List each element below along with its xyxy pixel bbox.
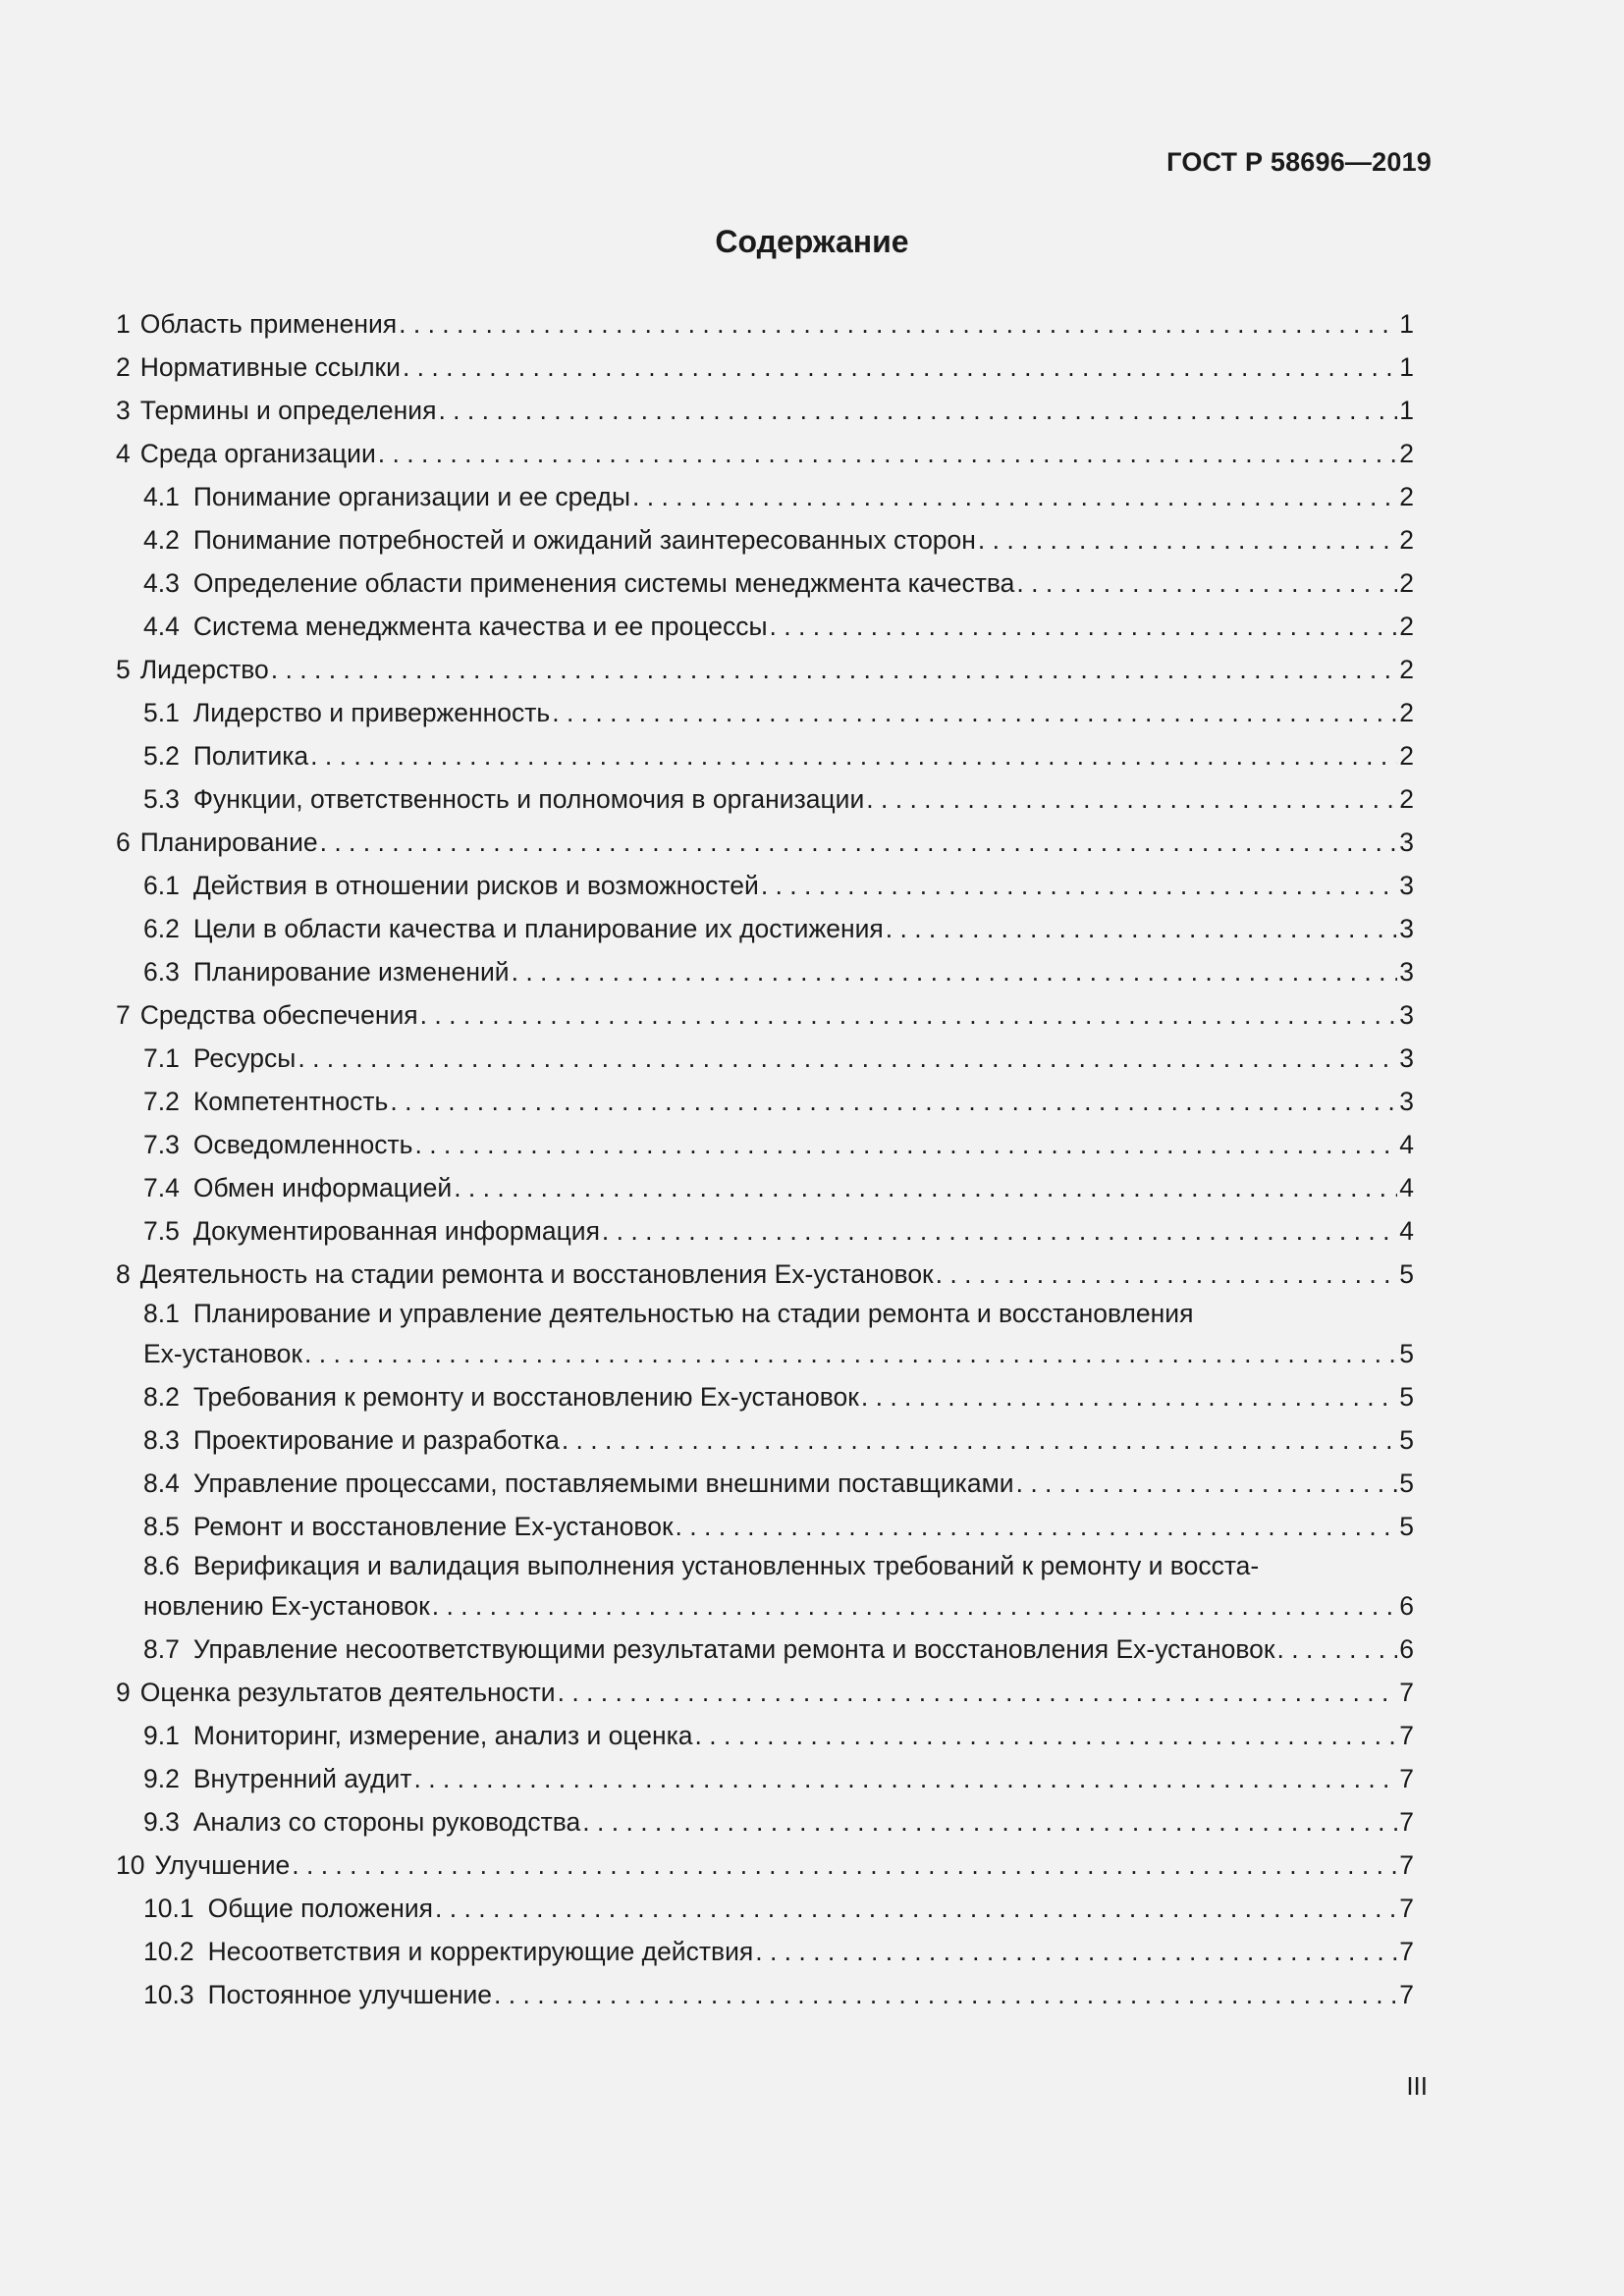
toc-entry-title-continued: новлению Ex-установок — [143, 1591, 430, 1621]
toc-entry-title: Оценка результатов деятельности — [139, 1678, 556, 1707]
toc-entry-number: 4.4 — [143, 612, 180, 641]
toc-entry — [116, 1887, 1414, 1930]
toc-entry-page: 5 — [1399, 1512, 1414, 1541]
dot-leader — [761, 864, 1397, 907]
toc-entry-page: 4 — [1399, 1216, 1414, 1246]
toc-entry-page: 7 — [1399, 1678, 1414, 1707]
toc-entry-number: 4 — [116, 439, 131, 468]
dot-leader — [866, 777, 1397, 821]
toc-entry — [116, 1843, 1414, 1887]
toc-entry — [116, 1080, 1414, 1123]
toc-entry-number: 9.2 — [143, 1764, 180, 1793]
toc-entry-page: 6 — [1399, 1591, 1414, 1621]
dot-leader — [390, 1080, 1397, 1123]
toc-entry — [116, 1671, 1414, 1714]
toc-entry-number: 4.3 — [143, 568, 180, 598]
toc-entry-title: Среда организации — [139, 439, 376, 468]
toc-entry — [116, 1037, 1414, 1080]
toc-entry-number: 7.3 — [143, 1130, 180, 1159]
toc-entry-number: 8.7 — [143, 1634, 180, 1664]
toc-entry — [116, 605, 1414, 648]
toc-entry — [116, 907, 1414, 950]
dot-leader — [770, 605, 1398, 648]
dot-leader — [1016, 1462, 1398, 1505]
toc-entry-title: Термины и определения — [139, 396, 437, 425]
toc-entry — [116, 1930, 1414, 1973]
toc-entry-title: Планирование и управление деятельностью на стадии ремонта и восстановления — [192, 1299, 1194, 1328]
dot-leader — [414, 1123, 1397, 1166]
toc-entry-page: 2 — [1399, 612, 1414, 641]
toc-entry — [116, 1548, 1414, 1628]
toc-entry-number: 8.5 — [143, 1512, 180, 1541]
toc-entry — [116, 1253, 1414, 1296]
page-title: Содержание — [715, 224, 909, 259]
dot-leader — [271, 648, 1397, 691]
toc-entry-number: 4.1 — [143, 482, 180, 511]
dot-leader — [378, 432, 1397, 475]
dot-leader — [494, 1973, 1397, 2016]
toc-entry-number: 1 — [116, 309, 131, 339]
toc-entry-number: 7.1 — [143, 1043, 180, 1073]
toc-entry — [116, 1505, 1414, 1548]
toc-entry-page: 2 — [1399, 784, 1414, 814]
toc-entry-number: 2 — [116, 352, 131, 382]
dot-leader — [632, 475, 1397, 518]
toc-entry-title: Постоянное улучшение — [207, 1980, 493, 2009]
toc-entry — [116, 389, 1414, 432]
dot-leader — [512, 950, 1398, 993]
toc-entry — [116, 1800, 1414, 1843]
toc-entry — [116, 432, 1414, 475]
toc-entry-number: 9.1 — [143, 1721, 180, 1750]
page-number: III — [1406, 2071, 1428, 2101]
toc-entry — [116, 993, 1414, 1037]
dot-leader — [310, 734, 1397, 777]
toc-entry-page: 3 — [1399, 914, 1414, 943]
toc-entry-title: Планирование изменений — [192, 957, 510, 987]
toc-entry-number: 6.3 — [143, 957, 180, 987]
dot-leader — [602, 1209, 1397, 1253]
toc-entry-number: 6.2 — [143, 914, 180, 943]
toc-entry — [116, 734, 1414, 777]
toc-entry-number: 5 — [116, 655, 131, 684]
toc-entry-page: 2 — [1399, 655, 1414, 684]
toc-entry-page: 2 — [1399, 525, 1414, 555]
toc-entry-page: 1 — [1399, 396, 1414, 425]
dot-leader — [413, 1757, 1397, 1800]
document-code: ГОСТ Р 58696—2019 — [1166, 147, 1432, 177]
toc-entry-page: 7 — [1399, 1850, 1414, 1880]
toc-entry — [116, 561, 1414, 605]
toc-entry-title: Понимание организации и ее среды — [192, 482, 630, 511]
toc-entry — [116, 821, 1414, 864]
dot-leader — [552, 691, 1397, 734]
toc-entry-page: 7 — [1399, 1980, 1414, 2009]
toc-entry-page: 2 — [1399, 439, 1414, 468]
toc-entry-page: 7 — [1399, 1937, 1414, 1966]
toc-entry-number: 8 — [116, 1259, 131, 1289]
toc-entry-title: Управление несоответствующими результатами ремонта и восстановления Ex-установок — [192, 1634, 1275, 1664]
toc-entry — [116, 1714, 1414, 1757]
toc-entry-number: 10.2 — [143, 1937, 194, 1966]
toc-entry-title: Анализ со стороны руководства — [192, 1807, 581, 1837]
toc-entry-title: Определение области применения системы менеджмента качества — [192, 568, 1015, 598]
toc-entry-title: Управление процессами, поставляемыми внешними поставщиками — [192, 1468, 1014, 1498]
toc-entry-page: 2 — [1399, 482, 1414, 511]
dot-leader — [1277, 1628, 1398, 1671]
toc-entry-number: 6 — [116, 828, 131, 857]
dot-leader — [304, 1332, 1397, 1375]
toc-entry-title: Лидерство и приверженность — [192, 698, 551, 727]
toc-entry — [116, 1757, 1414, 1800]
toc-entry — [116, 1628, 1414, 1671]
toc-entry — [116, 777, 1414, 821]
toc-entry-page: 3 — [1399, 1087, 1414, 1116]
dot-leader — [432, 1584, 1398, 1628]
toc-entry-page: 3 — [1399, 871, 1414, 900]
dot-leader — [558, 1671, 1398, 1714]
toc-entry-number: 6.1 — [143, 871, 180, 900]
toc-entry-page: 3 — [1399, 957, 1414, 987]
toc-entry-title: Ресурсы — [192, 1043, 297, 1073]
dot-leader — [562, 1418, 1397, 1462]
toc-entry-page: 7 — [1399, 1764, 1414, 1793]
toc-entry-page: 7 — [1399, 1807, 1414, 1837]
toc-entry-title: Верификация и валидация выполнения установленных требований к ремонту и восста- — [192, 1551, 1260, 1580]
dot-leader — [403, 346, 1397, 389]
toc-entry-title: Улучшение — [154, 1850, 291, 1880]
toc-entry-title: Понимание потребностей и ожиданий заинтересованных сторон — [192, 525, 976, 555]
toc-entry-number: 9.3 — [143, 1807, 180, 1837]
toc-entry — [116, 346, 1414, 389]
toc-entry-number: 8.3 — [143, 1425, 180, 1455]
toc-entry-number: 3 — [116, 396, 131, 425]
toc-entry-number: 7.5 — [143, 1216, 180, 1246]
toc-entry — [116, 1123, 1414, 1166]
toc-entry-page: 4 — [1399, 1130, 1414, 1159]
toc-entry-page: 2 — [1399, 698, 1414, 727]
toc-entry-number: 4.2 — [143, 525, 180, 555]
toc-entry-number: 8.6 — [143, 1551, 180, 1580]
dot-leader — [435, 1887, 1397, 1930]
toc-entry — [116, 950, 1414, 993]
toc-entry — [116, 1462, 1414, 1505]
toc-entry-page: 5 — [1399, 1259, 1414, 1289]
toc-entry-title: Планирование — [139, 828, 318, 857]
toc-entry-title: Осведомленность — [192, 1130, 413, 1159]
toc-entry — [116, 1418, 1414, 1462]
toc-entry-title: Ремонт и восстановление Ex-установок — [192, 1512, 674, 1541]
toc-entry-page: 5 — [1399, 1425, 1414, 1455]
dot-leader — [695, 1714, 1398, 1757]
toc-entry-number: 8.4 — [143, 1468, 180, 1498]
toc-entry-page: 3 — [1399, 1000, 1414, 1030]
toc-entry-page: 4 — [1399, 1173, 1414, 1202]
toc-entry — [116, 302, 1414, 346]
toc-entry-number: 10.3 — [143, 1980, 194, 2009]
toc-entry-title: Мониторинг, измерение, анализ и оценка — [192, 1721, 693, 1750]
toc-entry-title: Внутренний аудит — [192, 1764, 412, 1793]
toc-entry-number: 5.1 — [143, 698, 180, 727]
table-of-contents — [116, 302, 1414, 2016]
dot-leader — [978, 518, 1397, 561]
toc-entry-page: 7 — [1399, 1721, 1414, 1750]
toc-entry-title: Несоответствия и корректирующие действия — [207, 1937, 754, 1966]
toc-entry-number: 8.2 — [143, 1382, 180, 1412]
toc-entry — [116, 864, 1414, 907]
dot-leader — [420, 993, 1398, 1037]
toc-entry-page: 6 — [1399, 1634, 1414, 1664]
dot-leader — [298, 1037, 1397, 1080]
toc-entry-title: Требования к ремонту и восстановлению Ex-установок — [192, 1382, 859, 1412]
toc-entry — [116, 1973, 1414, 2016]
toc-entry-title-continued: Ex-установок — [143, 1339, 303, 1368]
toc-entry-title: Деятельность на стадии ремонта и восстановления Ex-установок — [139, 1259, 934, 1289]
dot-leader — [454, 1166, 1397, 1209]
toc-entry-page: 1 — [1399, 309, 1414, 339]
toc-entry-number: 7.2 — [143, 1087, 180, 1116]
toc-entry-number: 7.4 — [143, 1173, 180, 1202]
toc-entry-title: Документированная информация — [192, 1216, 600, 1246]
dot-leader — [582, 1800, 1397, 1843]
toc-entry-page: 5 — [1399, 1468, 1414, 1498]
dot-leader — [676, 1505, 1398, 1548]
toc-entry-page: 3 — [1399, 828, 1414, 857]
toc-entry-title: Лидерство — [139, 655, 269, 684]
toc-entry-title: Средства обеспечения — [139, 1000, 418, 1030]
toc-entry-title: Функции, ответственность и полномочия в организации — [192, 784, 865, 814]
dot-leader — [861, 1375, 1397, 1418]
toc-entry-number: 9 — [116, 1678, 131, 1707]
toc-entry — [116, 1209, 1414, 1253]
toc-entry-title: Нормативные ссылки — [139, 352, 401, 382]
toc-entry-page: 1 — [1399, 352, 1414, 382]
dot-leader — [936, 1253, 1398, 1296]
toc-entry-number: 5.2 — [143, 741, 180, 771]
dot-leader — [886, 907, 1398, 950]
toc-entry — [116, 475, 1414, 518]
toc-entry-page: 2 — [1399, 568, 1414, 598]
toc-entry-title: Компетентность — [192, 1087, 389, 1116]
dot-leader — [320, 821, 1398, 864]
toc-entry — [116, 648, 1414, 691]
toc-entry-number: 10 — [116, 1850, 145, 1880]
toc-entry-title: Область применения — [139, 309, 398, 339]
dot-leader — [1016, 561, 1397, 605]
dot-leader — [292, 1843, 1397, 1887]
toc-entry-title: Система менеджмента качества и ее процессы — [192, 612, 768, 641]
toc-entry-number: 10.1 — [143, 1894, 194, 1923]
toc-entry-title: Проектирование и разработка — [192, 1425, 560, 1455]
toc-entry-page: 7 — [1399, 1894, 1414, 1923]
toc-entry — [116, 691, 1414, 734]
dot-leader — [755, 1930, 1397, 1973]
toc-entry-title: Действия в отношении рисков и возможностей — [192, 871, 759, 900]
dot-leader — [399, 302, 1397, 346]
toc-entry-page: 2 — [1399, 741, 1414, 771]
toc-entry-number: 8.1 — [143, 1299, 180, 1328]
toc-entry — [116, 518, 1414, 561]
toc-entry-title: Политика — [192, 741, 309, 771]
toc-entry — [116, 1166, 1414, 1209]
toc-entry — [116, 1375, 1414, 1418]
dot-leader — [438, 389, 1397, 432]
toc-entry — [116, 1296, 1414, 1375]
toc-entry-page: 5 — [1399, 1339, 1414, 1368]
toc-entry-page: 3 — [1399, 1043, 1414, 1073]
toc-entry-number: 7 — [116, 1000, 131, 1030]
toc-entry-title: Цели в области качества и планирование их достижения — [192, 914, 884, 943]
toc-entry-title: Обмен информацией — [192, 1173, 453, 1202]
toc-entry-page: 5 — [1399, 1382, 1414, 1412]
toc-entry-title: Общие положения — [207, 1894, 434, 1923]
toc-entry-number: 5.3 — [143, 784, 180, 814]
